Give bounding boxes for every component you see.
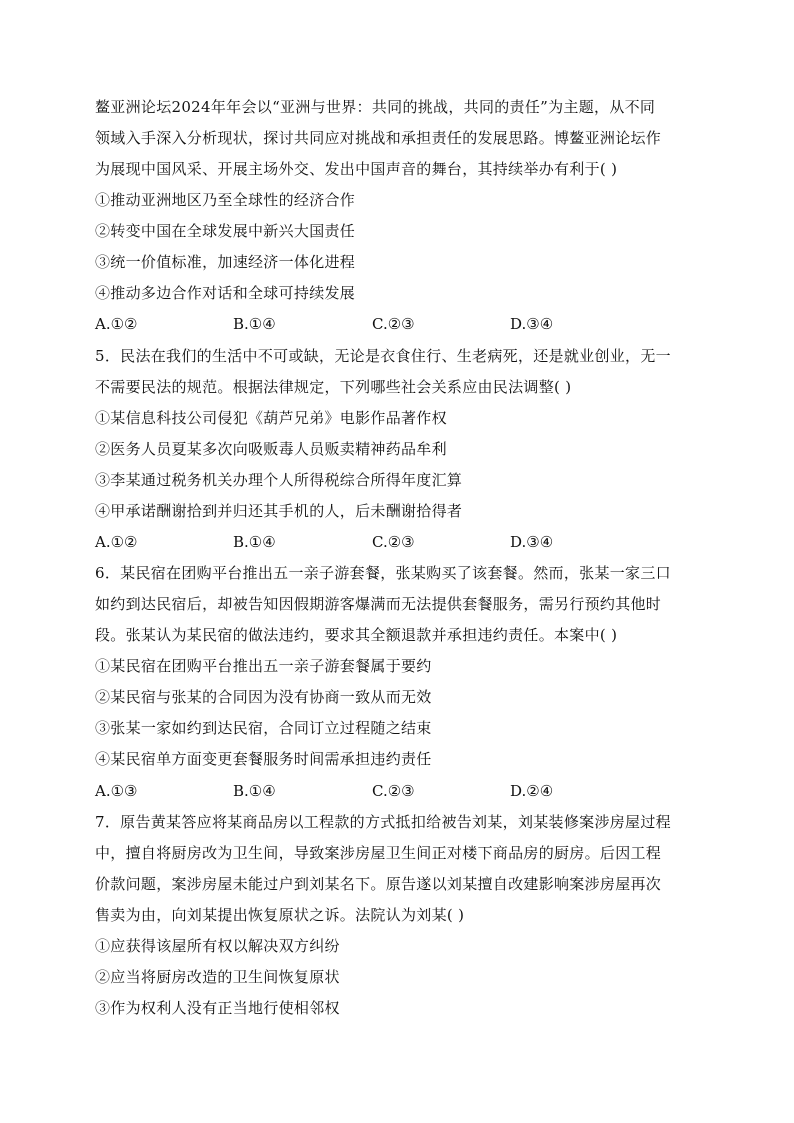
q6-choice-c: C.②③ — [372, 782, 415, 800]
q4-choice-d: D.③④ — [510, 315, 554, 333]
q6-stem-line-2: 如约到达民宿后，却被告知因假期游客爆满而无法提供套餐服务，需另行预约其他时 — [95, 595, 662, 613]
q6-option-4: ④某民宿单方面变更套餐服务时间需承担违约责任 — [95, 750, 432, 768]
q6-stem-line-1: 6．某民宿在团购平台推出五一亲子游套餐，张某购买了该套餐。然而，张某一家三口 — [95, 564, 671, 582]
q7-option-3: ③作为权利人没有正当地行使相邻权 — [95, 999, 340, 1017]
q5-stem-line-1: 5．民法在我们的生活中不可或缺，无论是衣食住行、生老病死，还是就业创业，无一 — [95, 347, 671, 365]
q7-stem-line-4: 售卖为由，向刘某提出恢复原状之诉。法院认为刘某( ) — [95, 906, 465, 924]
q7-option-1: ①应获得该屋所有权以解决双方纠纷 — [95, 937, 340, 955]
q5-option-4: ④甲承诺酬谢拾到并归还其手机的人，后未酬谢拾得者 — [95, 502, 463, 520]
q6-option-3: ③张某一家如约到达民宿，合同订立过程随之结束 — [95, 719, 432, 737]
q7-option-2: ②应当将厨房改造的卫生间恢复原状 — [95, 968, 340, 986]
q7-stem-line-3: 价款问题，案涉房屋未能过户到刘某名下。原告遂以刘某擅自改建影响案涉房屋再次 — [95, 875, 662, 893]
q6-choice-d: D.②④ — [510, 782, 554, 800]
q4-stem-line-2: 领域入手深入分析现状，探讨共同应对挑战和承担责任的发展思路。博鳌亚洲论坛作 — [95, 129, 662, 147]
q6-choice-a: A.①③ — [95, 782, 138, 800]
q4-stem-line-1: 鳌亚洲论坛2024年年会以“亚洲与世界：共同的挑战，共同的责任”为主题，从不同 — [95, 98, 656, 116]
q7-stem-line-1: 7．原告黄某答应将某商品房以工程款的方式抵扣给被告刘某，刘某装修案涉房屋过程 — [95, 813, 671, 831]
q4-choice-c: C.②③ — [372, 315, 415, 333]
q5-stem-line-2: 不需要民法的规范。根据法律规定，下列哪些社会关系应由民法调整( ) — [95, 378, 572, 396]
q6-option-1: ①某民宿在团购平台推出五一亲子游套餐属于要约 — [95, 657, 432, 675]
q6-stem-line-3: 段。张某认为某民宿的做法违约，要求其全额退款并承担违约责任。本案中( ) — [95, 626, 618, 644]
q4-option-4: ④推动多边合作对话和全球可持续发展 — [95, 284, 356, 302]
q7-stem-line-2: 中，擅自将厨房改为卫生间，导致案涉房屋卫生间正对楼下商品房的厨房。后因工程 — [95, 844, 662, 862]
q4-option-3: ③统一价值标准，加速经济一体化进程 — [95, 253, 356, 271]
q4-choice-b: B.①④ — [233, 315, 276, 333]
q5-option-1: ①某信息科技公司侵犯《葫芦兄弟》电影作品著作权 — [95, 409, 447, 427]
q6-choice-b: B.①④ — [233, 782, 276, 800]
q6-option-2: ②某民宿与张某的合同因为没有协商一致从而无效 — [95, 688, 432, 706]
q4-stem-line-3: 为展现中国风采、开展主场外交、发出中国声音的舞台，其持续举办有利于( ) — [95, 160, 618, 178]
q4-option-1: ①推动亚洲地区乃至全球性的经济合作 — [95, 191, 356, 209]
q5-choice-d: D.③④ — [510, 533, 554, 551]
q5-option-2: ②医务人员夏某多次向吸贩毒人员贩卖精神药品牟利 — [95, 440, 447, 458]
q4-option-2: ②转变中国在全球发展中新兴大国责任 — [95, 222, 356, 240]
q5-choice-b: B.①④ — [233, 533, 276, 551]
q4-choice-a: A.①② — [95, 315, 138, 333]
q5-option-3: ③李某通过税务机关办理个人所得税综合所得年度汇算 — [95, 471, 463, 489]
q5-choice-a: A.①② — [95, 533, 138, 551]
q5-choice-c: C.②③ — [372, 533, 415, 551]
